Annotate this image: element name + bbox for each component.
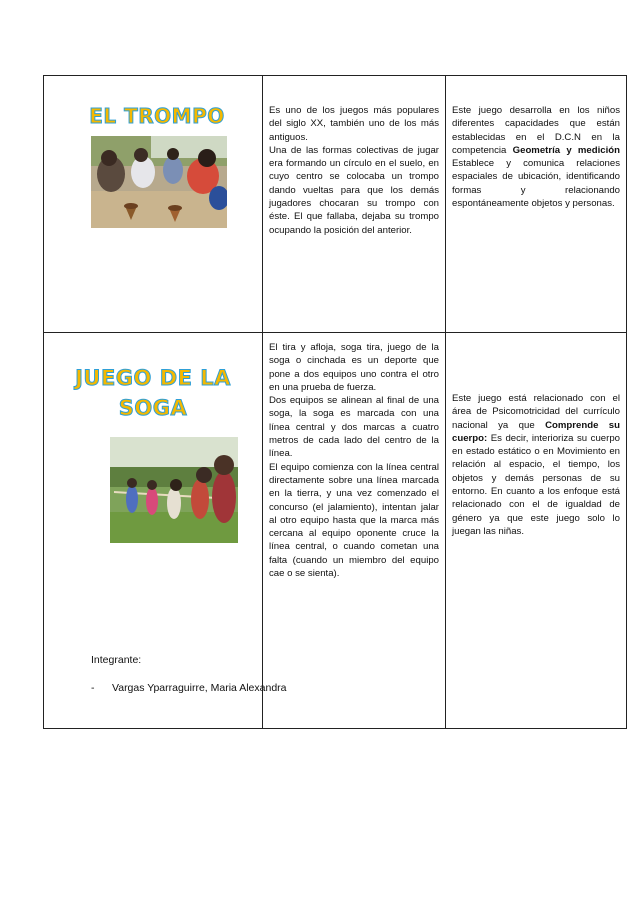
competence-intro: Este juego está relacionado con el área de Psicomotricidad del currículo nacional ya que	[452, 393, 620, 431]
tug-of-war-photo-icon	[110, 437, 238, 543]
competence-paragraph	[452, 392, 620, 538]
image-cell	[44, 76, 263, 333]
footer	[91, 654, 287, 710]
description-paragraph: Una de las formas colectivas de jugar era formando un círculo en el suelo, en cuyo centro se colocaba un trompo dando vueltas para que los demás jugadores chocaran su trompo con éste. El que fallaba, dejaba su trompo ocupando la posición del anterior.	[269, 144, 439, 236]
list-bullet: -	[91, 682, 95, 694]
game-title-line: SOGA	[118, 396, 188, 420]
description-cell	[263, 333, 446, 729]
game-title: EL TROMPO	[89, 104, 225, 128]
description-paragraph: El equipo comienza con la línea central directamente sobre una línea marcada en la tierra, y una vez comenzado el concurso (el jalamiento), intentan jalar al otro equipo hasta que la marca más cercana al equipo oponente cruce la línea central, o cuando cometan una falta (cuando un miembro del equipo cae o se sienta).	[269, 461, 439, 580]
description-paragraph: Dos equipos se alinean al final de una soga, la soga es marcada con una línea central y dos marcas a cuatro metros de cada lado del centro de la línea.	[269, 395, 439, 460]
competence-intro: Este juego desarrolla en los niños diferentes capacidades que están establecidas en el D.C.N en la competencia	[452, 105, 620, 156]
table-row	[44, 76, 627, 333]
game-title-line: JUEGO DE LA	[75, 366, 231, 390]
competence-highlight: Geometría y medición	[512, 144, 620, 156]
footer-label: Integrante:	[91, 654, 142, 666]
description-paragraph: Es uno de los juegos más populares del siglo XX, también uno de los más antiguos.	[269, 105, 439, 143]
competence-rest: Es decir, interioriza su cuerpo en estado estático o en Movimiento en relación al espacio, el tiempo, los objetos y demás personas de su entorno. En cuanto a los enfoque está relacionado con el de igualdad de género ya que este juego solo lo juegan las niñas.	[452, 432, 620, 537]
game-title	[44, 363, 262, 423]
member-name: Vargas Yparraguirre, Maria Alexandra	[112, 682, 287, 694]
games-table	[43, 75, 627, 729]
description-paragraph: El tira y afloja, soga tira, juego de la soga o cinchada es un deporte que pone a dos equipos uno contra el otro en una prueba de fuerza.	[269, 342, 439, 393]
member-item	[91, 682, 287, 694]
children-spinning-top-photo-icon	[91, 136, 227, 228]
competence-paragraph	[452, 104, 620, 210]
competence-cell	[446, 333, 627, 729]
competence-highlight: Comprende su cuerpo:	[452, 419, 620, 444]
description-cell	[263, 76, 446, 333]
competence-rest: Establece y comunica relaciones espaciales de ubicación, identificando formas y relacionando espontáneamente objetos y personas.	[452, 158, 620, 210]
competence-cell	[446, 76, 627, 333]
